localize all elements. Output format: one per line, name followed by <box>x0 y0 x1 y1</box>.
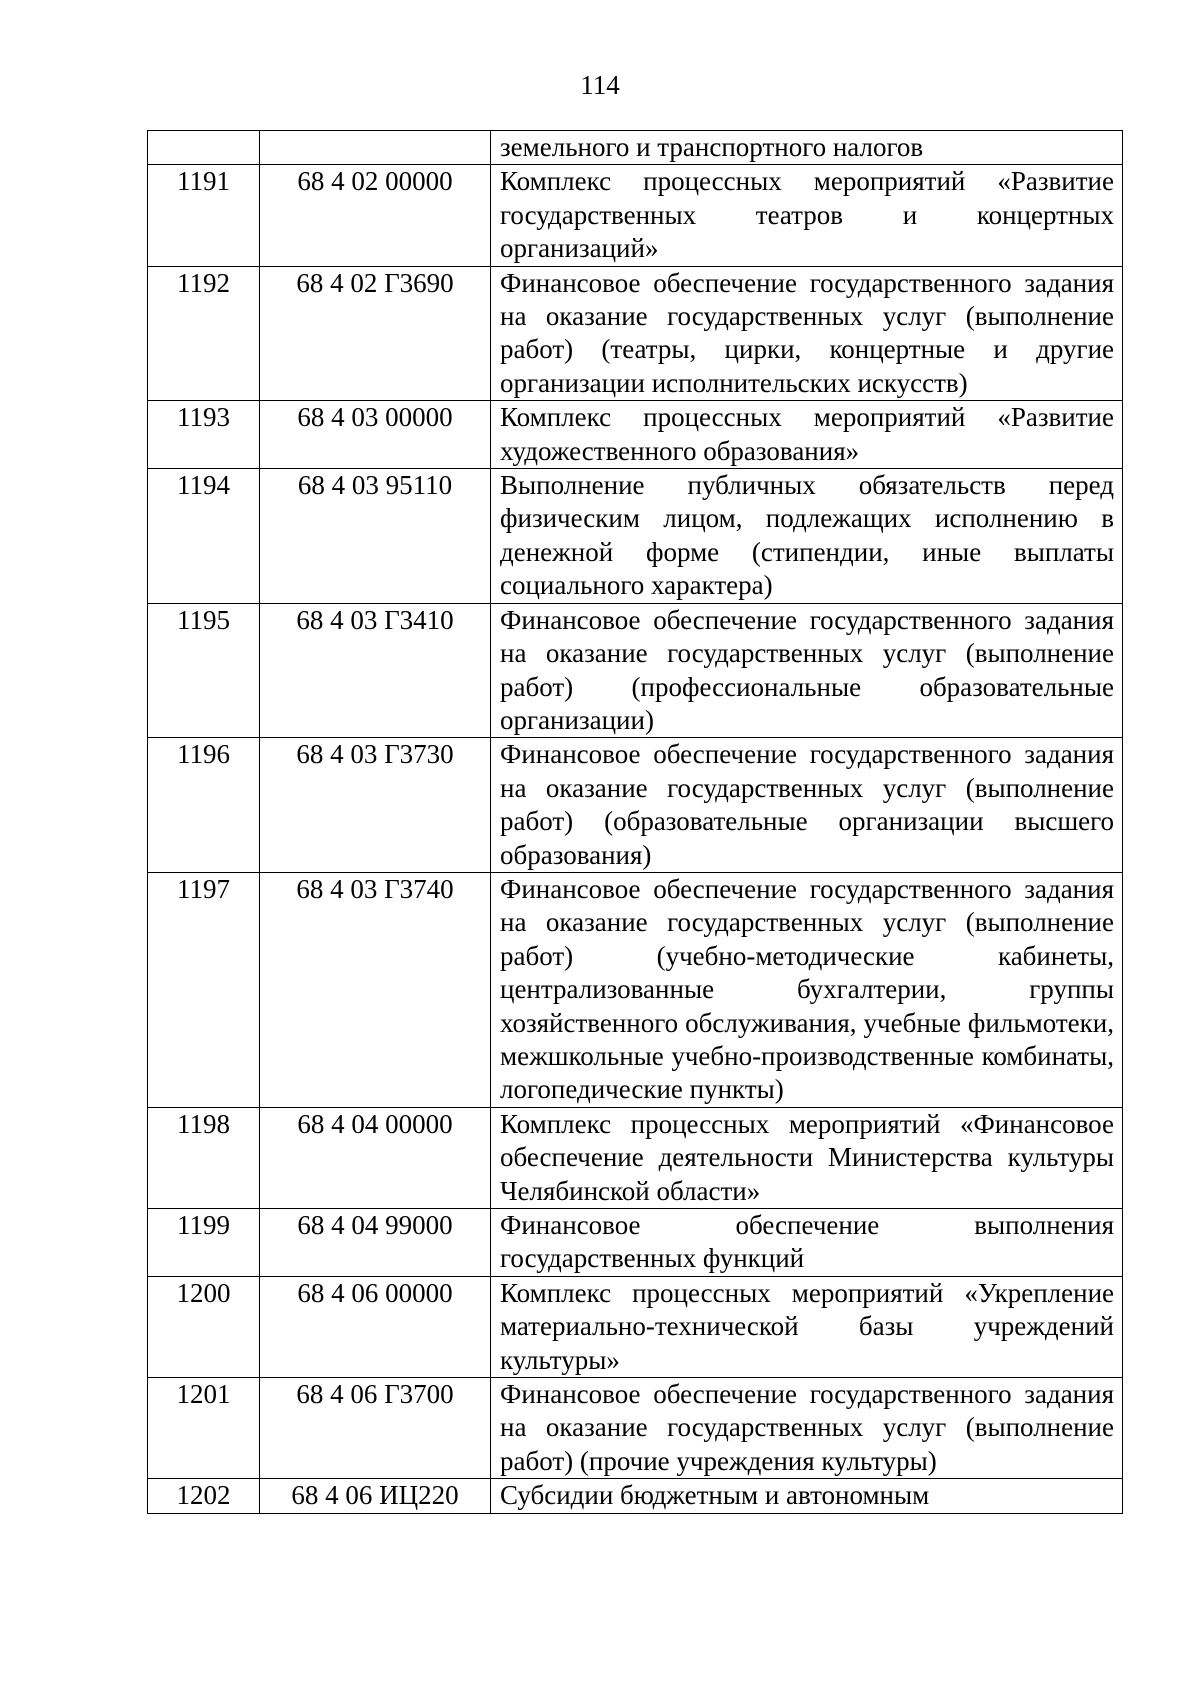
table-row <box>148 872 1123 1107</box>
row-description-text: Финансовое обеспечение государственного задания на оказание государственных услуг (выполнение работ) (прочие учреждения культуры) <box>500 1379 1114 1476</box>
row-number: 1198 <box>148 1107 260 1208</box>
table-row <box>148 1276 1123 1377</box>
row-number: 1193 <box>148 401 260 469</box>
row-description-text: Комплекс процессных мероприятий «Укрепление материально-технической базы учреждений культуры» <box>500 1277 1114 1375</box>
row-number: 1202 <box>148 1479 260 1513</box>
row-number: 1195 <box>148 603 260 738</box>
target-code: 68 4 04 00000 <box>260 1107 491 1208</box>
budget-codes-table <box>147 130 1123 1514</box>
row-description <box>491 603 1123 738</box>
page-number: 114 <box>580 70 620 100</box>
target-code: 68 4 03 Г3740 <box>260 872 491 1107</box>
table-row <box>148 469 1123 604</box>
row-description-text: земельного и транспортного налогов <box>500 132 924 162</box>
table-row <box>148 1479 1123 1513</box>
row-description-text: Финансовое обеспечение государственного задания на оказание государственных услуг (выполнение работ) (образовательные организации высшего образования) <box>500 739 1114 870</box>
row-description-text: Комплекс процессных мероприятий «Развитие государственных театров и концертных организаций» <box>500 166 1114 264</box>
row-number: 1192 <box>148 266 260 401</box>
row-description <box>491 469 1123 604</box>
row-number: 1196 <box>148 738 260 873</box>
row-number: 1194 <box>148 469 260 604</box>
target-code: 68 4 03 95110 <box>260 469 491 604</box>
row-number: 1201 <box>148 1378 260 1479</box>
target-code: 68 4 03 Г3410 <box>260 603 491 738</box>
row-number <box>148 131 260 165</box>
row-description-text: Выполнение публичных обязательств перед физическим лицом, подлежащих исполнению в денежной форме (стипендии, иные выплаты социального характера) <box>500 470 1114 601</box>
row-description <box>491 401 1123 469</box>
row-description <box>491 266 1123 401</box>
row-description <box>491 738 1123 873</box>
table-row <box>148 401 1123 469</box>
target-code: 68 4 06 Г3700 <box>260 1378 491 1479</box>
row-description-text: Финансовое обеспечение выполнения государственных функций <box>500 1210 1114 1274</box>
target-code: 68 4 03 00000 <box>260 401 491 469</box>
row-description-text: Финансовое обеспечение государственного задания на оказание государственных услуг (выполнение работ) (профессиональные образовательные организации) <box>500 604 1114 735</box>
target-code: 68 4 03 Г3730 <box>260 738 491 873</box>
row-description-text: Финансовое обеспечение государственного задания на оказание государственных услуг (выполнение работ) (учебно-методические кабинеты, централизованные бухгалтерии, группы хозяйственного обслуживания, учебные фильмотеки, межшкольные учебно-производственные комбинаты, логопедические пункты) <box>500 873 1114 1105</box>
table-row <box>148 131 1123 165</box>
row-description-text: Финансовое обеспечение государственного задания на оказание государственных услуг (выполнение работ) (театры, цирки, концертные и другие организации исполнительских искусств) <box>500 267 1114 398</box>
row-description <box>491 165 1123 266</box>
table-row <box>148 165 1123 266</box>
row-description <box>491 1479 1123 1513</box>
row-description <box>491 1107 1123 1208</box>
table-row <box>148 1107 1123 1208</box>
target-code: 68 4 02 00000 <box>260 165 491 266</box>
row-description-text: Комплекс процессных мероприятий «Финансовое обеспечение деятельности Министерства культуры Челябинской области» <box>500 1108 1114 1206</box>
row-description <box>491 1378 1123 1479</box>
row-description <box>491 1209 1123 1277</box>
table-row <box>148 738 1123 873</box>
row-number: 1197 <box>148 872 260 1107</box>
row-number: 1200 <box>148 1276 260 1377</box>
target-code: 68 4 04 99000 <box>260 1209 491 1277</box>
table-row <box>148 1209 1123 1277</box>
row-description <box>491 131 1123 165</box>
table-row <box>148 266 1123 401</box>
target-code <box>260 131 491 165</box>
target-code: 68 4 06 ИЦ220 <box>260 1479 491 1513</box>
row-description-text: Комплекс процессных мероприятий «Развитие художественного образования» <box>500 402 1114 466</box>
row-number: 1191 <box>148 165 260 266</box>
table-row <box>148 1378 1123 1479</box>
target-code: 68 4 06 00000 <box>260 1276 491 1377</box>
row-description <box>491 872 1123 1107</box>
row-description <box>491 1276 1123 1377</box>
row-number: 1199 <box>148 1209 260 1277</box>
target-code: 68 4 02 Г3690 <box>260 266 491 401</box>
table-row <box>148 603 1123 738</box>
row-description-text: Субсидии бюджетным и автономным <box>500 1480 930 1511</box>
